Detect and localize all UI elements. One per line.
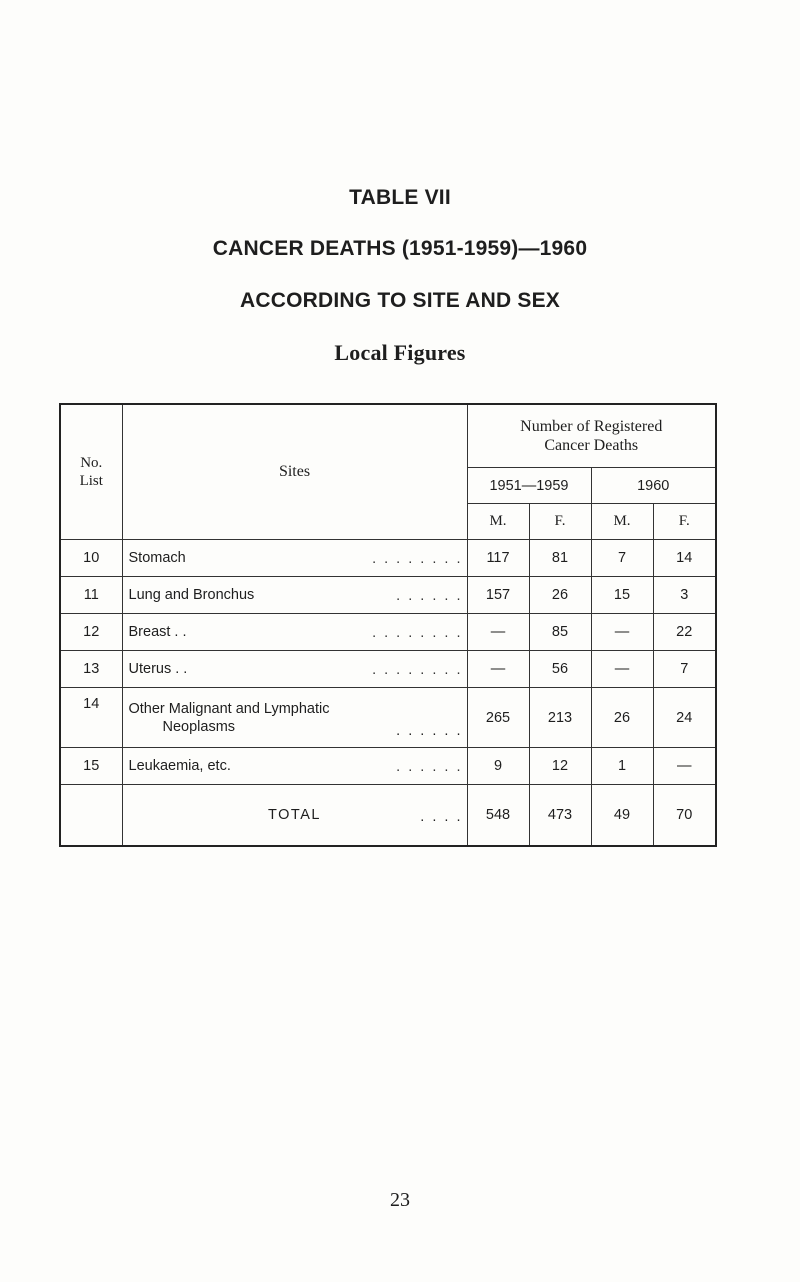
cell-f-1951-1959: 213 bbox=[529, 688, 591, 748]
total-f-1960: 70 bbox=[653, 785, 716, 847]
row-site bbox=[122, 688, 467, 748]
cell-f-1960: 3 bbox=[653, 577, 716, 614]
cell-m-1951-1959: — bbox=[467, 614, 529, 651]
row-site bbox=[122, 577, 467, 614]
row-no: 14 bbox=[60, 688, 122, 748]
cancer-deaths-table bbox=[59, 403, 717, 847]
cell-m-1960: — bbox=[591, 651, 653, 688]
leader-dots: . . . . . . . . bbox=[372, 551, 463, 567]
row-site bbox=[122, 651, 467, 688]
site-label: Lung and Bronchus bbox=[128, 587, 255, 603]
table-row bbox=[60, 614, 716, 651]
leader-dots: . . . . . . bbox=[396, 588, 463, 604]
cell-f-1951-1959: 26 bbox=[529, 577, 591, 614]
page-title: CANCER DEATHS (1951-1959)—1960 bbox=[212, 237, 588, 260]
cell-m-1960: — bbox=[591, 614, 653, 651]
site-label: Uterus . . bbox=[128, 661, 188, 677]
cell-m-1951-1959: 9 bbox=[467, 748, 529, 785]
leader-dots: . . . . . . . . bbox=[372, 662, 463, 678]
total-row-no bbox=[60, 785, 122, 847]
female-header-1960: F. bbox=[653, 504, 716, 540]
site-label: Breast . . bbox=[128, 624, 187, 640]
site-label: Other Malignant and Lymphatic bbox=[128, 700, 330, 717]
row-no: 12 bbox=[60, 614, 122, 651]
site-label: Leukaemia, etc. bbox=[128, 758, 231, 774]
total-m-1960: 49 bbox=[591, 785, 653, 847]
table-row bbox=[60, 688, 716, 748]
cell-m-1951-1959: 157 bbox=[467, 577, 529, 614]
cell-m-1960: 1 bbox=[591, 748, 653, 785]
cell-m-1960: 15 bbox=[591, 577, 653, 614]
leader-dots: . . . . . . . . bbox=[372, 625, 463, 641]
total-row bbox=[60, 785, 716, 847]
male-header-1951-1959: M. bbox=[467, 504, 529, 540]
row-no: 13 bbox=[60, 651, 122, 688]
site-label-line2: Neoplasms bbox=[162, 718, 236, 735]
total-label: TOTAL bbox=[268, 807, 321, 823]
cell-m-1960: 26 bbox=[591, 688, 653, 748]
no-list-header bbox=[60, 404, 122, 540]
cell-f-1960: 22 bbox=[653, 614, 716, 651]
cell-f-1960: — bbox=[653, 748, 716, 785]
table-row bbox=[60, 651, 716, 688]
row-no: 11 bbox=[60, 577, 122, 614]
total-label-cell bbox=[122, 785, 467, 847]
total-f-1951-1959: 473 bbox=[529, 785, 591, 847]
cell-f-1951-1959: 85 bbox=[529, 614, 591, 651]
page-number: 23 bbox=[390, 1189, 410, 1211]
period-header-1960: 1960 bbox=[591, 468, 716, 504]
registered-deaths-header bbox=[467, 404, 716, 468]
cell-f-1960: 14 bbox=[653, 540, 716, 577]
row-site bbox=[122, 614, 467, 651]
male-header-1960: M. bbox=[591, 504, 653, 540]
row-no: 10 bbox=[60, 540, 122, 577]
table-row bbox=[60, 577, 716, 614]
site-label: Stomach bbox=[128, 550, 186, 566]
page-subtitle: ACCORDING TO SITE AND SEX bbox=[239, 289, 561, 312]
cell-m-1951-1959: 265 bbox=[467, 688, 529, 748]
leader-dots: . . . . bbox=[420, 809, 463, 825]
cell-f-1951-1959: 12 bbox=[529, 748, 591, 785]
cell-f-1951-1959: 56 bbox=[529, 651, 591, 688]
leader-dots: . . . . . . bbox=[396, 723, 463, 739]
registered-deaths-header-line2: Cancer Deaths bbox=[544, 437, 639, 454]
section-title: Local Figures bbox=[334, 340, 466, 365]
total-m-1951-1959: 548 bbox=[467, 785, 529, 847]
cell-f-1951-1959: 81 bbox=[529, 540, 591, 577]
period-header-1951-1959: 1951—1959 bbox=[467, 468, 591, 504]
no-list-header-line1: No. bbox=[80, 455, 103, 471]
row-site bbox=[122, 540, 467, 577]
table-row bbox=[60, 540, 716, 577]
cell-m-1960: 7 bbox=[591, 540, 653, 577]
row-no: 15 bbox=[60, 748, 122, 785]
leader-dots: . . . . . . bbox=[396, 759, 463, 775]
sites-header: Sites bbox=[122, 404, 467, 540]
cell-f-1960: 7 bbox=[653, 651, 716, 688]
registered-deaths-header-line1: Number of Registered bbox=[520, 418, 663, 435]
cell-m-1951-1959: 117 bbox=[467, 540, 529, 577]
row-site bbox=[122, 748, 467, 785]
table-row bbox=[60, 748, 716, 785]
cell-f-1960: 24 bbox=[653, 688, 716, 748]
no-list-header-line2: List bbox=[79, 473, 103, 489]
cell-m-1951-1959: — bbox=[467, 651, 529, 688]
table-label: TABLE VII bbox=[349, 186, 451, 209]
female-header-1951-1959: F. bbox=[529, 504, 591, 540]
